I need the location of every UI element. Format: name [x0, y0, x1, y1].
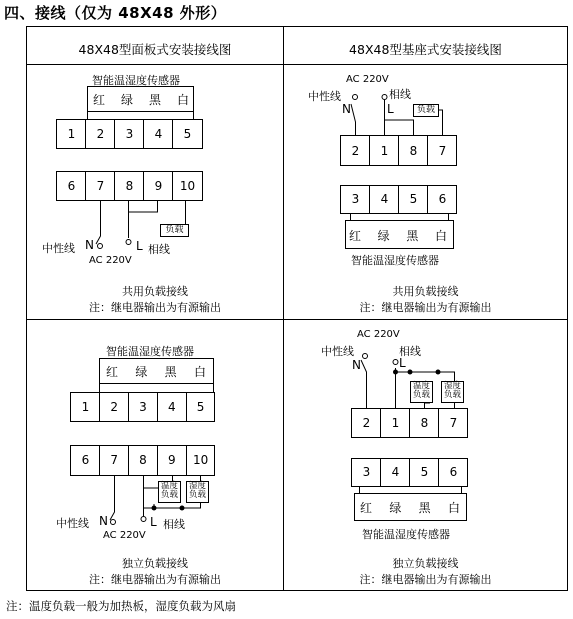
wire-white: 白: [447, 501, 460, 515]
sensor-label: 智能温湿度传感器: [92, 74, 180, 87]
terminal-5: 5: [420, 465, 429, 479]
wire-black: 黑: [148, 93, 161, 107]
base-independent-diagram: [352, 354, 468, 521]
humid-load-line1: 湿度: [443, 381, 461, 391]
terminal-7: 7: [449, 416, 458, 430]
ac-label: AC 220V: [103, 530, 146, 541]
terminal-4: 4: [391, 465, 400, 479]
terminal-5: 5: [409, 192, 418, 206]
ac-label: AC 220V: [89, 255, 132, 266]
terminal-row-bottom: [352, 465, 468, 479]
terminal-6: 6: [438, 192, 447, 206]
l-label: L: [136, 239, 143, 253]
n-label: N: [85, 238, 94, 252]
wire-color-row: [360, 499, 460, 516]
relay-note: 注：继电器输出为有源输出: [359, 573, 492, 586]
wire-white: 白: [434, 229, 447, 243]
terminal-row-bottom: [71, 453, 215, 467]
terminal-2: 2: [362, 416, 371, 430]
neutral-label: 中性线: [56, 517, 89, 530]
terminal-1: 1: [391, 416, 400, 430]
wire-green: 绿: [120, 93, 133, 107]
temp-load-box: [158, 481, 181, 503]
wire-green: 绿: [135, 365, 148, 379]
temp-load-line1: 温度: [412, 381, 430, 391]
live-label: 相线: [163, 518, 185, 531]
wire-black: 黑: [406, 229, 419, 243]
sensor-label: 智能温湿度传感器: [351, 254, 439, 267]
live-label: 相线: [399, 345, 421, 358]
neutral-label: 中性线: [321, 345, 354, 358]
humid-load-box: [186, 481, 209, 503]
temp-load-line2: 负载: [160, 490, 178, 500]
terminal-10: 10: [192, 453, 209, 467]
terminal-1: 1: [67, 127, 76, 141]
terminal-7: 7: [96, 179, 105, 193]
temp-load-box: [410, 381, 433, 403]
terminal-4: 4: [167, 400, 176, 414]
wire-color-row: [106, 363, 206, 380]
independent-caption: 独立负载接线: [392, 557, 459, 570]
l-label: L: [387, 102, 394, 116]
terminal-10: 10: [179, 179, 196, 193]
terminal-8: 8: [420, 416, 429, 430]
temp-load-line1: 温度: [160, 481, 178, 491]
wire-red: 红: [349, 229, 362, 243]
humid-load-line1: 湿度: [188, 481, 206, 491]
humid-load-box: [441, 381, 464, 403]
wire-red: 红: [106, 365, 119, 379]
terminal-6: 6: [449, 465, 458, 479]
sensor-label: 智能温湿度传感器: [106, 345, 194, 358]
wire-black: 黑: [164, 365, 177, 379]
relay-note: 注：继电器输出为有源输出: [359, 301, 492, 314]
n-label: N: [99, 514, 108, 528]
wire-white: 白: [176, 93, 189, 107]
terminal-2: 2: [110, 400, 119, 414]
terminal-7: 7: [110, 453, 119, 467]
wire-red: 红: [360, 501, 373, 515]
base-mount-header: 48X48型基座式安装接线图: [349, 42, 502, 57]
terminal-row-top: [341, 144, 457, 158]
terminal-row-top: [71, 400, 215, 414]
independent-caption: 独立负载接线: [122, 557, 188, 570]
relay-note: 注：继电器输出为有源输出: [89, 573, 221, 586]
wire-color-row: [93, 91, 189, 108]
terminal-4: 4: [380, 192, 389, 206]
terminal-9: 9: [167, 453, 176, 467]
footer-note: 注：温度负载一般为加热板，湿度负载为风扇: [6, 599, 236, 613]
neutral-label: 中性线: [42, 242, 75, 255]
terminal-3: 3: [139, 400, 147, 414]
terminal-3: 3: [362, 465, 371, 479]
base-shared-diagram: [341, 95, 457, 249]
l-label: L: [399, 356, 406, 370]
n-label: N: [342, 102, 351, 116]
wire-red: 红: [93, 93, 106, 107]
shared-caption: 共用负载接线: [122, 285, 188, 298]
terminal-row-top: [57, 127, 203, 141]
wire-green: 绿: [389, 501, 402, 515]
section-heading: 四、接线（仅为 48X48 外形）: [4, 4, 227, 22]
terminal-1: 1: [380, 144, 389, 158]
ac-label: AC 220V: [346, 74, 389, 85]
terminal-8: 8: [409, 144, 418, 158]
terminal-2: 2: [96, 127, 105, 141]
live-label: 相线: [389, 88, 411, 101]
terminal-8: 8: [139, 453, 147, 467]
terminal-2: 2: [351, 144, 360, 158]
terminal-row-bottom: [341, 192, 457, 206]
terminal-3: 3: [351, 192, 360, 206]
wire-color-row: [349, 227, 447, 244]
terminal-5: 5: [196, 400, 205, 414]
humid-load-line2: 负载: [188, 490, 206, 500]
terminal-3: 3: [125, 127, 134, 141]
wire-black: 黑: [418, 501, 431, 515]
shared-caption: 共用负载接线: [392, 285, 459, 298]
terminal-4: 4: [154, 127, 163, 141]
panel-mount-header: 48X48型面板式安装接线图: [78, 42, 232, 57]
terminal-7: 7: [438, 144, 447, 158]
wire-white: 白: [193, 365, 206, 379]
load-box: 负载: [160, 224, 189, 237]
temp-load-line2: 负载: [412, 390, 430, 400]
terminal-9: 9: [154, 179, 163, 193]
terminal-6: 6: [67, 179, 76, 193]
terminal-6: 6: [81, 453, 90, 467]
humid-load-line2: 负载: [443, 390, 461, 400]
terminal-8: 8: [125, 179, 134, 193]
sensor-label: 智能温湿度传感器: [362, 528, 450, 541]
terminal-1: 1: [81, 400, 90, 414]
l-label: L: [150, 515, 157, 529]
live-label: 相线: [148, 243, 170, 256]
terminal-row-top: [352, 416, 468, 430]
relay-note: 注：继电器输出为有源输出: [89, 301, 221, 314]
wire-green: 绿: [377, 229, 390, 243]
terminal-row-bottom: [57, 179, 203, 193]
neutral-label: 中性线: [308, 90, 341, 103]
load-box: 负载: [413, 104, 439, 117]
n-label: N: [352, 358, 361, 372]
terminal-5: 5: [183, 127, 192, 141]
ac-label: AC 220V: [357, 329, 400, 340]
